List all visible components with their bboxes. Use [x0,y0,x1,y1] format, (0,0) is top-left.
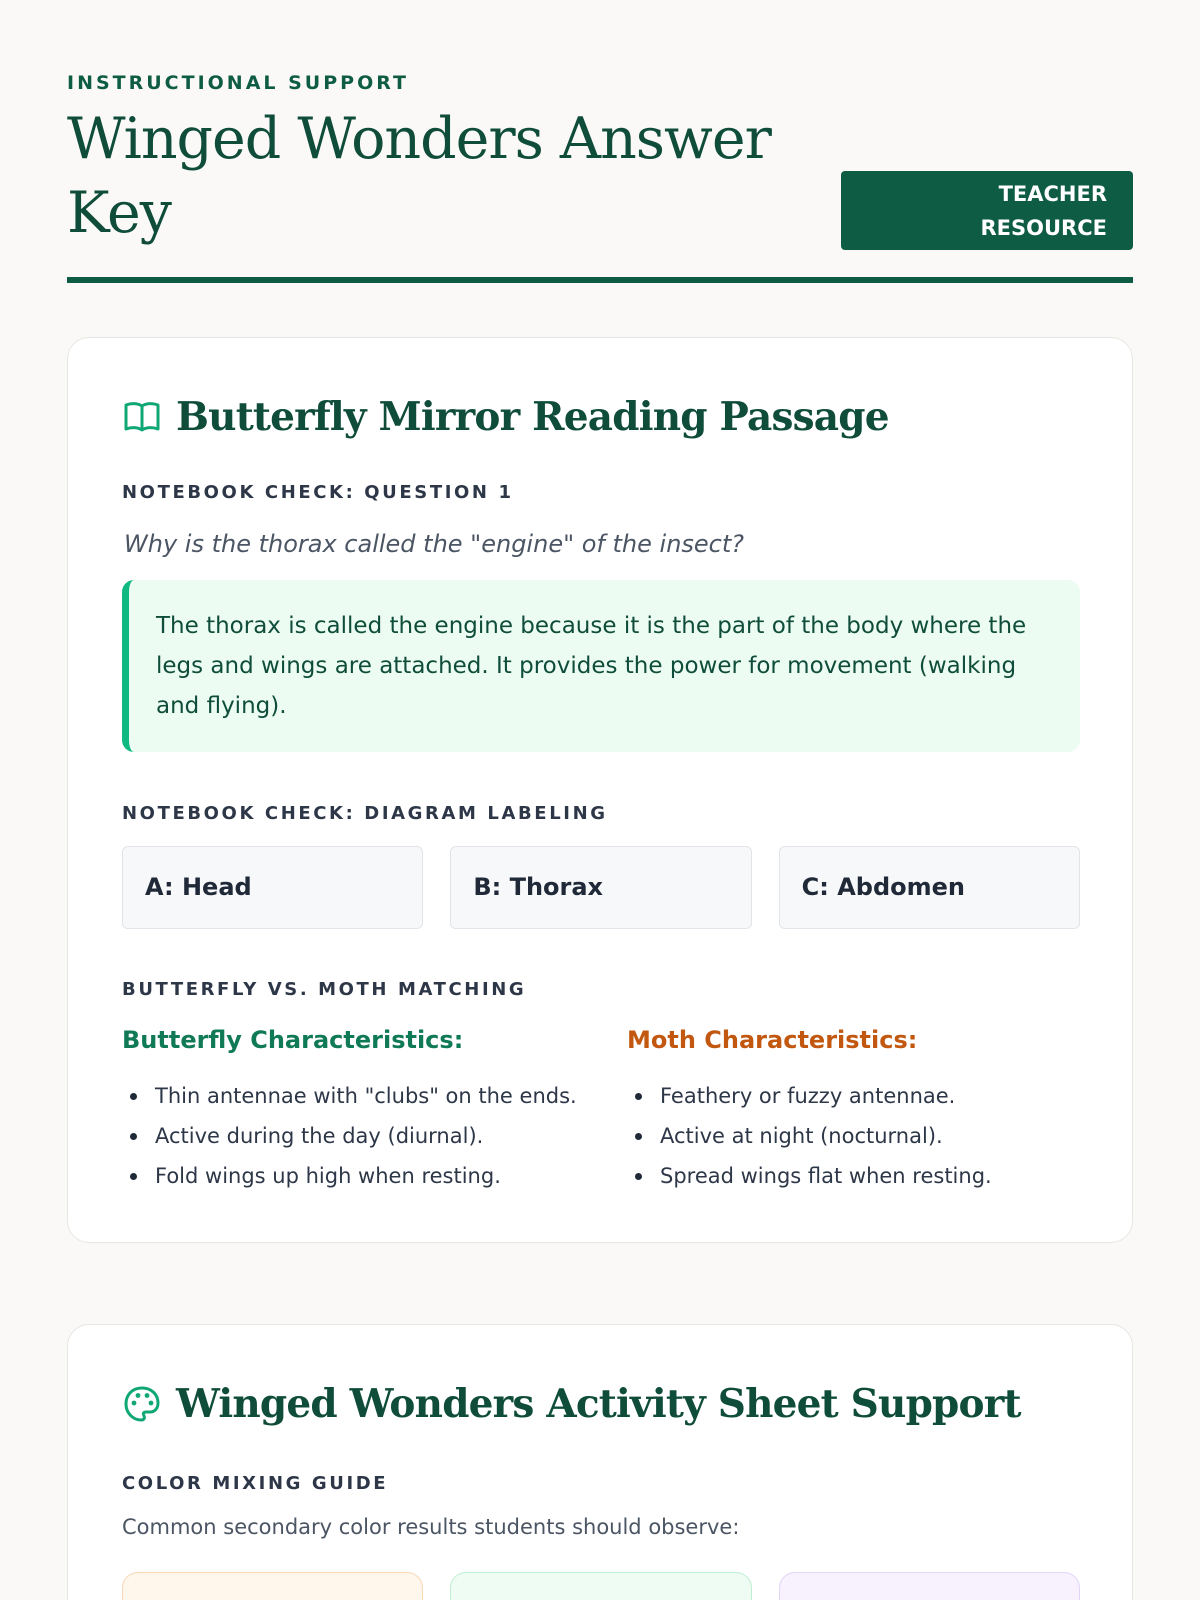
list-item: Thin antennae with "clubs" on the ends. [122,1076,582,1116]
list-item: Fold wings up high when resting. [122,1156,582,1196]
activity-support-card [67,1324,1133,1600]
activity-support-title [122,1381,1021,1427]
butterfly-column [122,1026,582,1196]
list-item: Active at night (nocturnal). [627,1116,1087,1156]
color-mixing-label: COLOR MIXING GUIDE [122,1473,389,1494]
question-1-answer: The thorax is called the engine because it is the part of the body where the legs and wings are attached. It provides the power for movement (walking and flying). [122,580,1080,752]
teacher-resource-badge: TEACHER RESOURCE [841,171,1133,250]
moth-heading: Moth Characteristics: [627,1026,918,1054]
diagram-label-thorax: B: Thorax [450,846,751,929]
open-book-icon [122,397,162,437]
list-item: Active during the day (diurnal). [122,1116,582,1156]
orange-swatch [122,1572,423,1600]
reading-passage-card [67,337,1133,1243]
header-divider [67,277,1133,283]
reading-passage-title [122,394,889,440]
color-mixing-intro: Common secondary color results students should observe: [122,1515,740,1539]
activity-support-title-text: Winged Wonders Activity Sheet Support [176,1381,1021,1427]
moth-column [627,1026,1087,1196]
purple-swatch [779,1572,1080,1600]
butterfly-list [122,1076,582,1196]
question-1-text: Why is the thorax called the "engine" of the insect? [124,530,745,558]
color-swatch-row [122,1572,1080,1600]
palette-icon [122,1384,162,1424]
green-swatch [450,1572,751,1600]
diagram-label-head: A: Head [122,846,423,929]
butterfly-heading: Butterfly Characteristics: [122,1026,464,1054]
matching-label: BUTTERFLY VS. MOTH MATCHING [122,979,527,1000]
eyebrow-label: INSTRUCTIONAL SUPPORT [67,72,409,94]
diagram-labeling-label: NOTEBOOK CHECK: DIAGRAM LABELING [122,803,608,824]
diagram-label-row [122,846,1080,929]
diagram-label-abdomen: C: Abdomen [779,846,1080,929]
moth-list [627,1076,1087,1196]
question-1-label: NOTEBOOK CHECK: QUESTION 1 [122,482,514,503]
reading-passage-title-text: Butterfly Mirror Reading Passage [176,394,889,440]
page-title: Winged Wonders Answer Key [67,106,771,246]
list-item: Spread wings flat when resting. [627,1156,1087,1196]
list-item: Feathery or fuzzy antennae. [627,1076,1087,1116]
